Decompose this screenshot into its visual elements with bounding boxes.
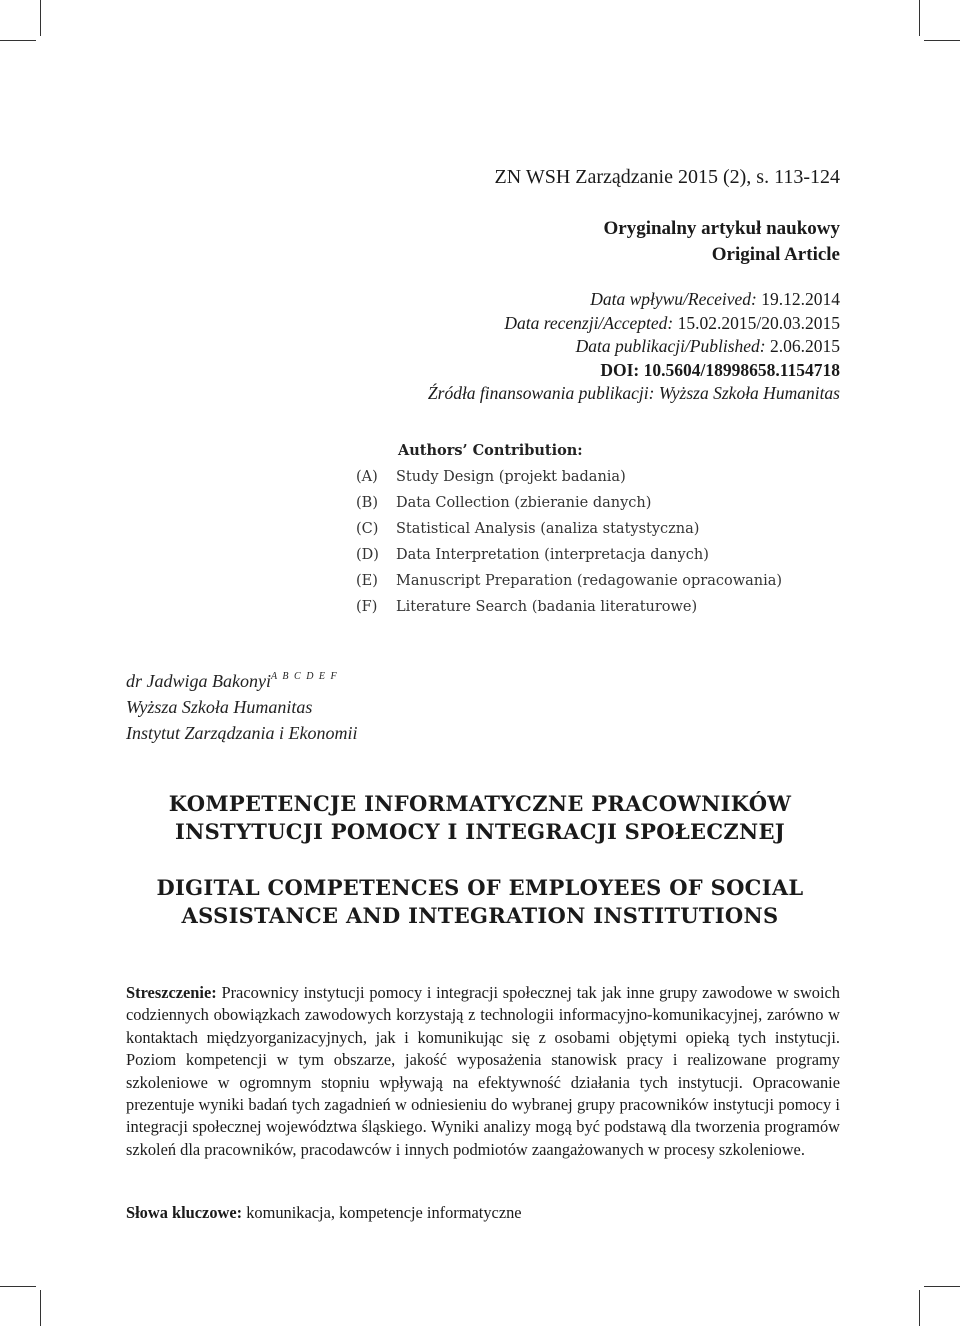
- article-dates: [428, 288, 840, 406]
- crop-mark: [919, 0, 920, 36]
- author-roles: A B C D E F: [270, 671, 339, 682]
- author-block: [126, 664, 358, 746]
- article-type-en: Original Article: [711, 244, 840, 265]
- published-date: Data publikacji/Published: 2.06.2015: [575, 336, 840, 356]
- crop-mark: [924, 1286, 960, 1287]
- keywords: [126, 1202, 840, 1224]
- contribution-heading: Authors’ Contribution:: [398, 442, 583, 459]
- crop-mark: [919, 1290, 920, 1326]
- author-institute: Instytut Zarządzania i Ekonomii: [126, 723, 358, 743]
- contribution-item: (D) Data Interpretation (interpretacja danych): [356, 547, 709, 563]
- article-type-pl: Oryginalny artykuł naukowy: [603, 218, 840, 239]
- crop-mark: [40, 0, 41, 36]
- authors-contribution: [356, 438, 782, 620]
- abstract: [126, 982, 840, 1161]
- keywords-label: Słowa kluczowe:: [126, 1203, 243, 1222]
- title-polish: KOMPETENCJE INFORMATYCZNE PRACOWNIKÓW INSTYTUCJI POMOCY I INTEGRACJI SPOŁECZNEJ: [168, 791, 792, 844]
- article-type: [604, 216, 841, 268]
- doi[interactable]: DOI: 10.5604/18998658.1154718: [600, 359, 840, 380]
- crop-mark: [0, 1286, 36, 1287]
- author-name: dr Jadwiga Bakonyi$^{A B C D E F}$: [126, 671, 339, 691]
- funding-source: Źródła finansowania publikacji: Wyższa Szkoła Humanitas: [427, 383, 840, 403]
- crop-mark: [40, 1290, 41, 1326]
- crop-mark: [0, 40, 36, 41]
- keywords-text: komunikacja, kompetencje informatyczne: [246, 1203, 522, 1222]
- contribution-item: (A) Study Design (projekt badania): [356, 469, 626, 485]
- contribution-item: (B) Data Collection (zbieranie danych): [356, 495, 652, 511]
- received-date: Data wpływu/Received: 19.12.2014: [590, 289, 840, 309]
- contribution-item: (E) Manuscript Preparation (redagowanie opracowania): [356, 573, 783, 589]
- title-english: DIGITAL COMPETENCES OF EMPLOYEES OF SOCIAL ASSISTANCE AND INTEGRATION INSTITUTIONS: [156, 875, 804, 928]
- accepted-date: Data recenzji/Accepted: 15.02.2015/20.03.2015: [504, 312, 840, 333]
- abstract-label: Streszczenie:: [126, 983, 217, 1002]
- contribution-item: (C) Statistical Analysis (analiza statystyczna): [356, 521, 700, 537]
- contribution-item: (F) Literature Search (badania literaturowe): [356, 599, 698, 615]
- crop-mark: [924, 40, 960, 41]
- journal-citation: ZN WSH Zarządzanie 2015 (2), s. 113-124: [494, 166, 840, 188]
- abstract-text: Pracownicy instytucji pomocy i integracji społecznej tak jak inne grupy zawodowe w swoich codziennych obowiązkach zawodowych korzystają z technologii informacyjno-komunikacyjnej, zarówno w kontaktach międzyorganizacyjnych, jak i komunikując się z osobami objętymi opieką tych instytucji. Poziom kompetencji w tym obszarze, jakość wyposażenia stanowisk pracy i realizowane programy szkoleniowe w ogromnym stopniu wpływają na efektywność działania tych instytucji. Opracowanie prezentuje wyniki badań tych zagadnień w odniesieniu do wybranej grupy pracowników instytucji pomocy i integracji społecznej województwa śląskiego. Wyniki analizy mogą być podstawą dla tworzenia programów szkoleń dla pracowników, pracodawców i innych podmiotów zaangażowanych w procesy szkoleniowe.: [126, 983, 840, 1159]
- author-affiliation: Wyższa Szkoła Humanitas: [126, 697, 313, 717]
